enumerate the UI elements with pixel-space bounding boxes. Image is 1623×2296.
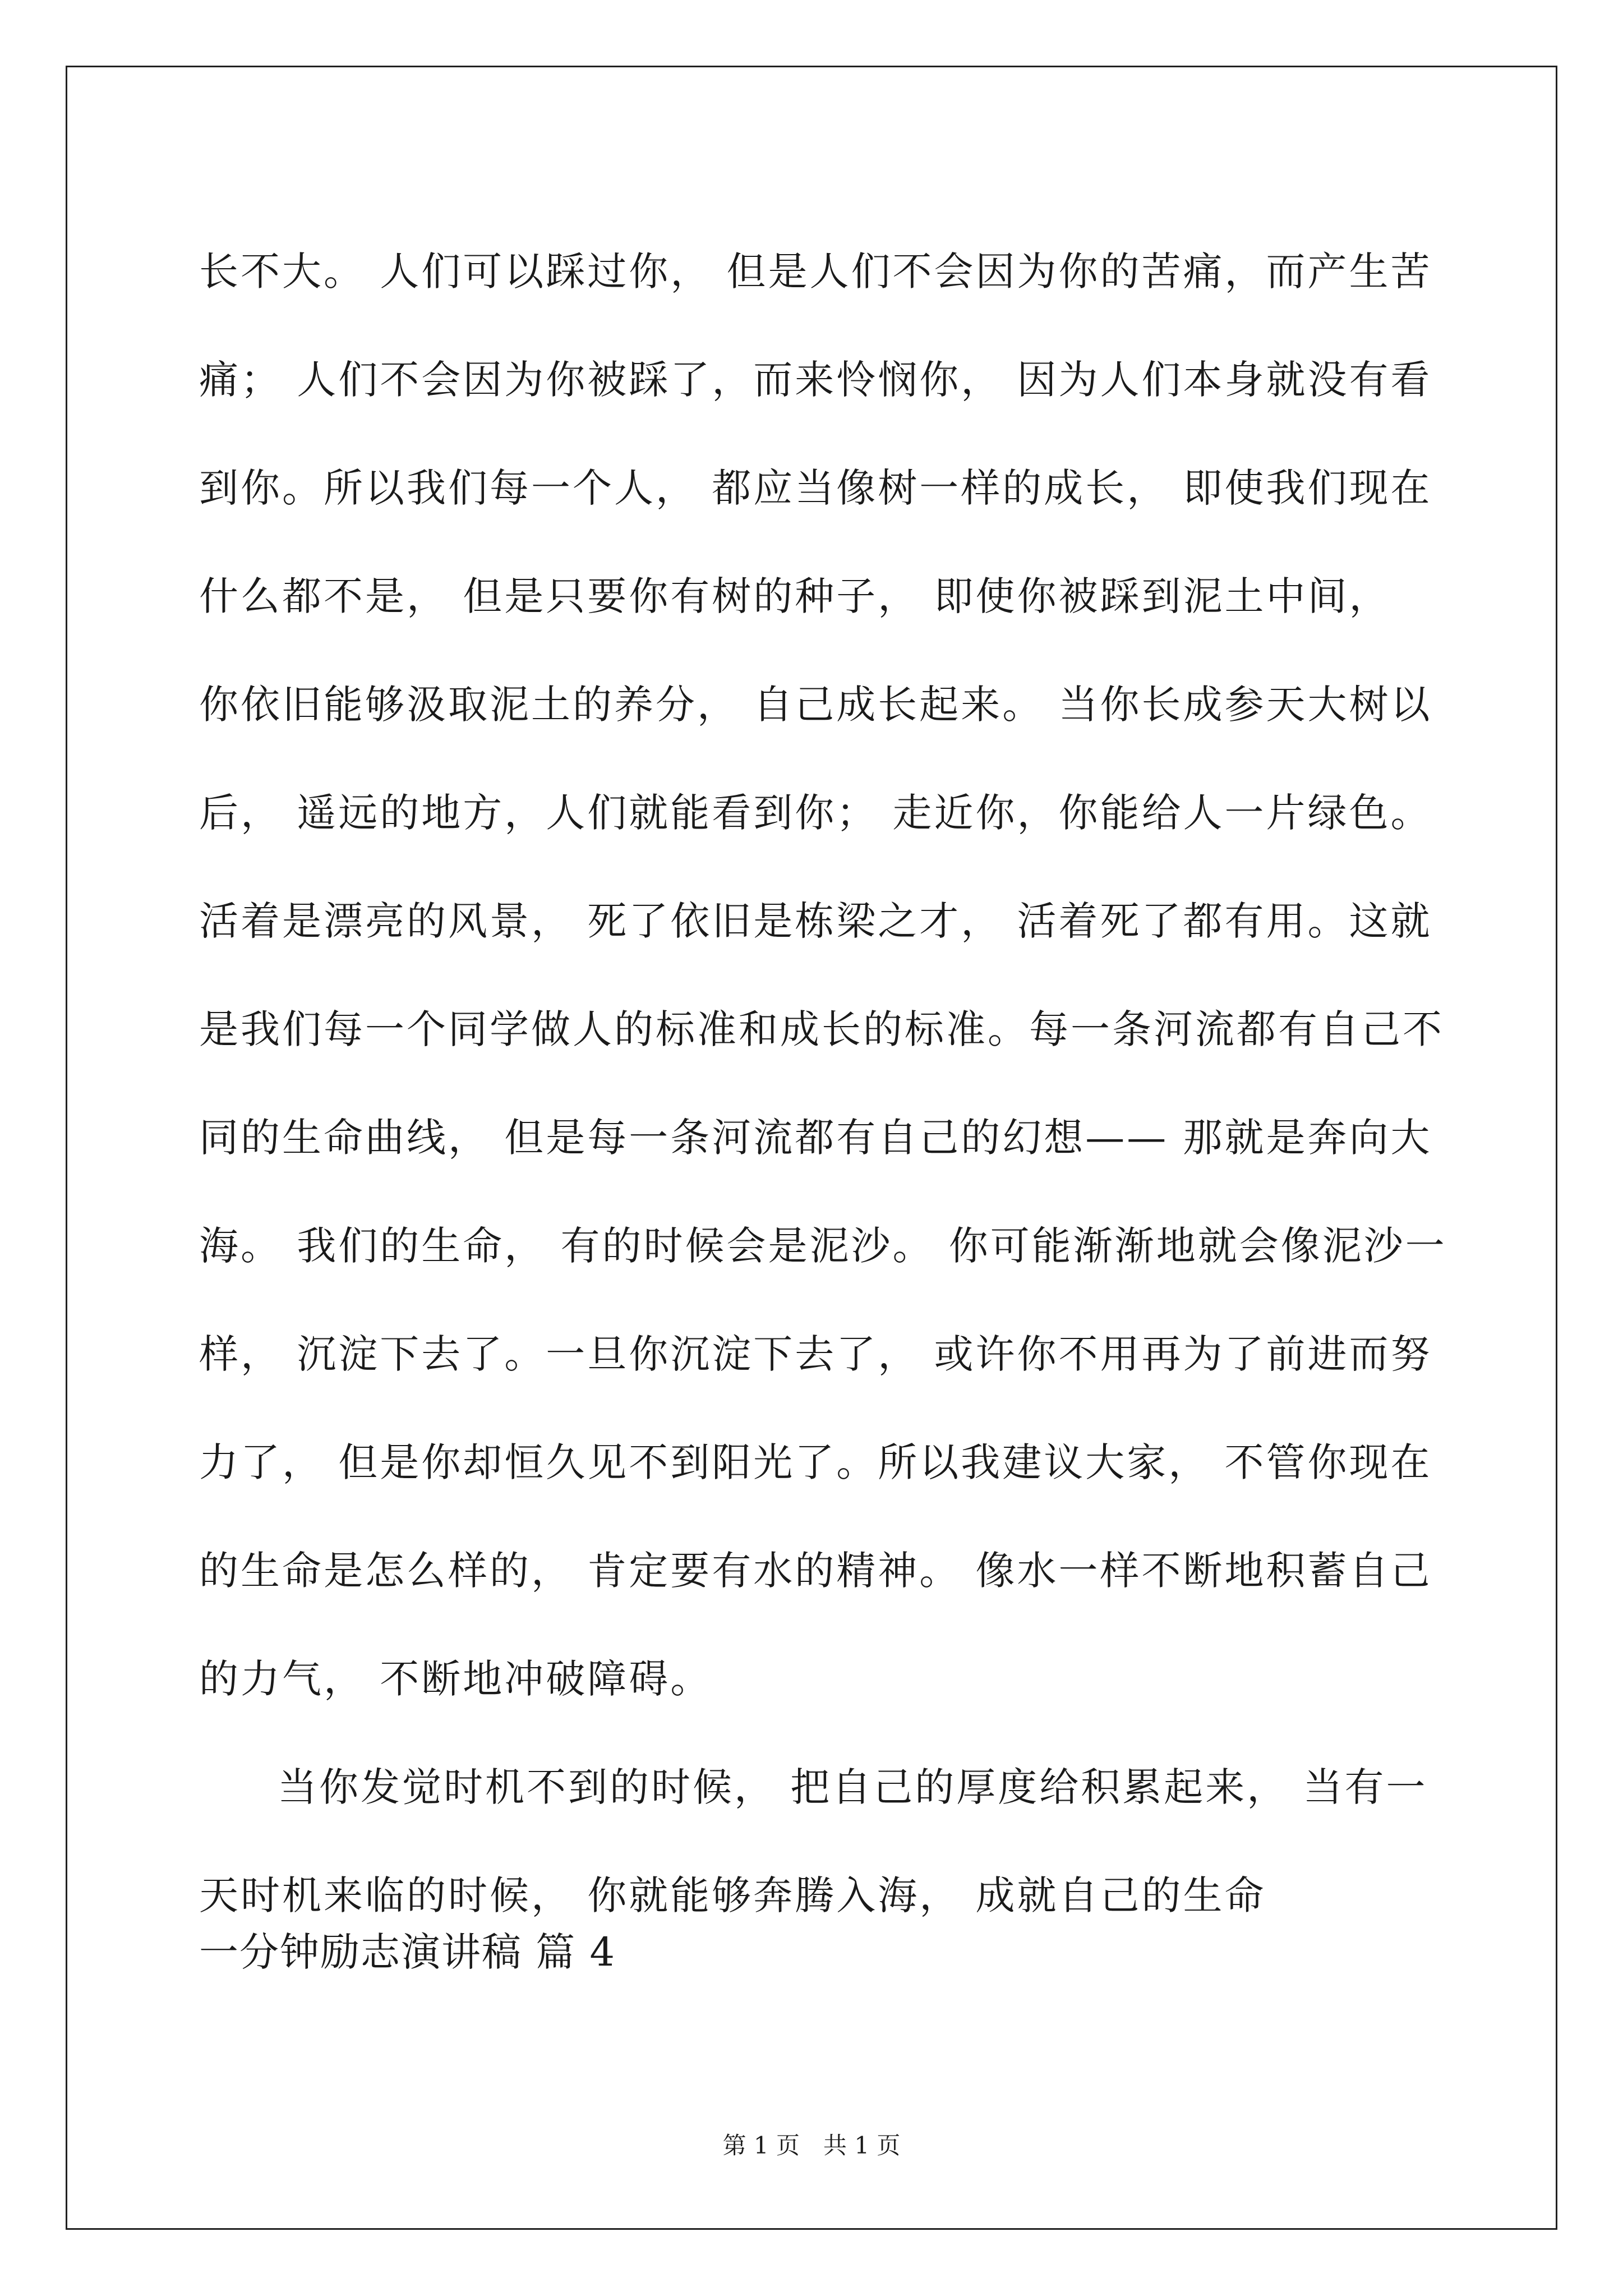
document-body — [199, 218, 1447, 1950]
section-heading: 一分钟励志演讲稿 篇 4 — [199, 1929, 616, 1975]
body-line: 活着是漂亮的风景， 死了依旧是栋梁之才， 活着死了都有用。这就 — [199, 898, 1432, 944]
body-line: 样， 沉淀下去了。一旦你沉淀下去了， 或许你不用再为了前进而努 — [199, 1331, 1432, 1377]
body-line: 到你。所以我们每一个人， 都应当像树一样的成长， 即使我们现在 — [199, 465, 1432, 511]
body-line: 痛； 人们不会因为你被踩了，而来怜悯你， 因为人们本身就没有看 — [199, 357, 1432, 403]
body-line: 你依旧能够汲取泥土的养分， 自己成长起来。 当你长成参天大树以 — [199, 682, 1432, 728]
body-line: 什么都不是， 但是只要你有树的种子， 即使你被踩到泥土中间， — [199, 573, 1391, 619]
body-line: 海。 我们的生命， 有的时候会是泥沙。 你可能渐渐地就会像泥沙一 — [199, 1223, 1447, 1269]
body-line: 长不大。 人们可以踩过你， 但是人们不会因为你的苦痛，而产生苦 — [199, 249, 1432, 295]
body-line: 后， 遥远的地方，人们就能看到你； 走近你，你能给人一片绿色。 — [199, 790, 1432, 836]
body-line: 力了， 但是你却恒久见不到阳光了。所以我建议大家， 不管你现在 — [199, 1439, 1432, 1485]
body-line: 是我们每一个同学做人的标准和成长的标准。每一条河流都有自己不 — [199, 1006, 1444, 1052]
paragraph-line: 当你发觉时机不到的时候， 把自己的厚度给积累起来， 当有一 — [278, 1764, 1428, 1810]
body-line: 的生命是怎么样的， 肯定要有水的精神。 像水一样不断地积蓄自己 — [199, 1548, 1432, 1594]
body-line: 的力气， 不断地冲破障碍。 — [199, 1656, 712, 1702]
paragraph-line: 天时机来临的时候， 你就能够奔腾入海， 成就自己的生命 — [199, 1872, 1266, 1918]
page-footer: 第 1 页 共 1 页 — [722, 2132, 901, 2159]
body-line: 同的生命曲线， 但是每一条河流都有自己的幻想—— 那就是奔向大 — [199, 1115, 1432, 1161]
